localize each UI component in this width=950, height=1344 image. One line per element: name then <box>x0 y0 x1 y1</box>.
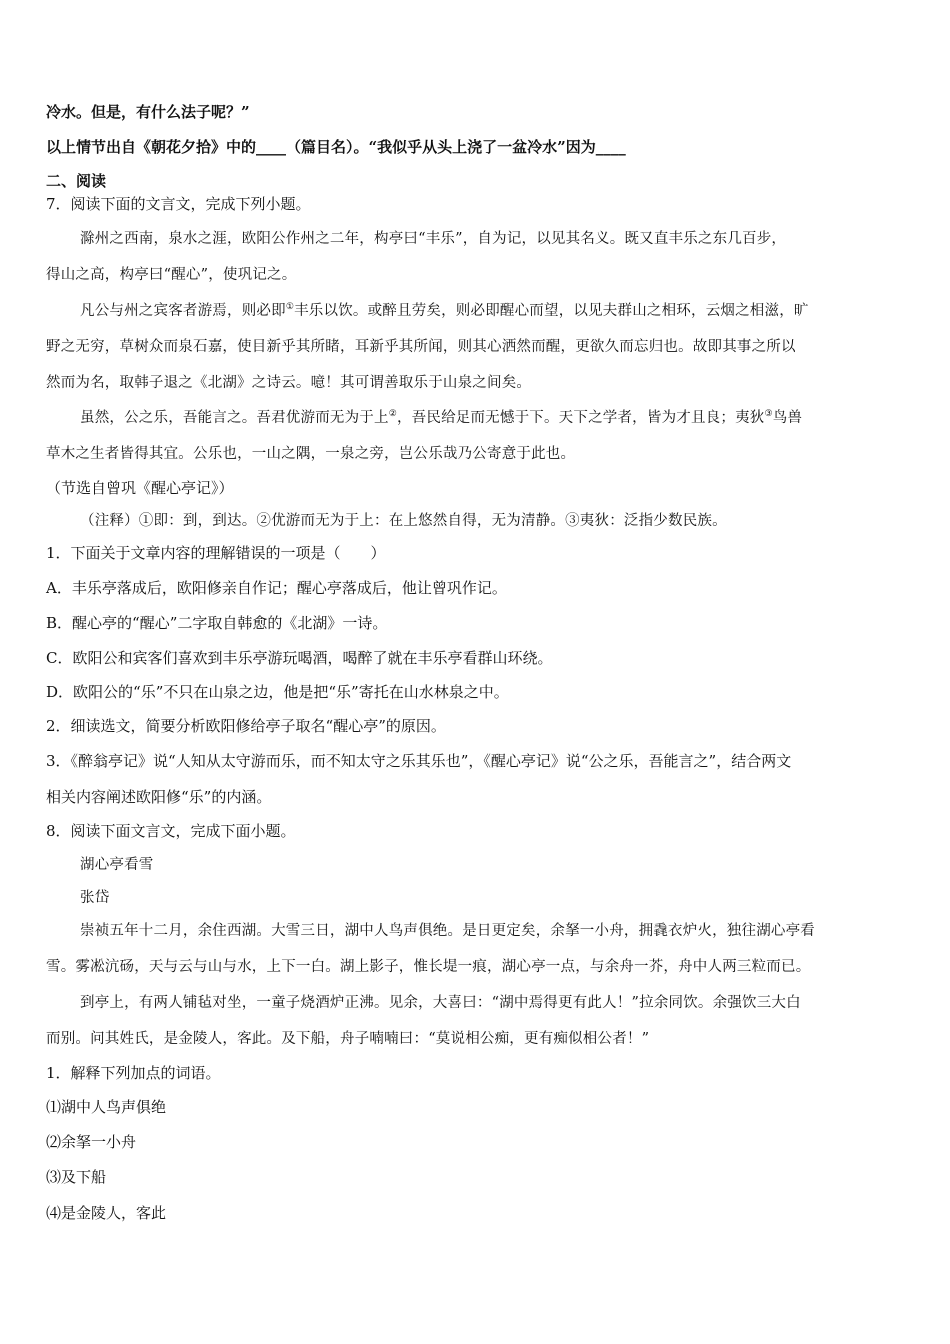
q7-passage-line: 野之无穷，草树众而泉石嘉，使目新乎其所睹，耳新乎其所闻，则其心洒然而醒，更欲久而忘归也。故即其事之所以 <box>46 339 796 355</box>
q7-source: （节选自曾巩《醒心亭记》） <box>46 479 234 497</box>
q8-intro: 8．阅读下面文言文，完成下面小题。 <box>46 822 296 840</box>
q8-item: ⑴湖中人鸟声俱绝 <box>46 1098 167 1116</box>
q6-fill-blank: 以上情节出自《朝花夕拾》中的____（篇目名）。“我似乎从头上浇了一盆冷水”因为____ <box>46 138 626 156</box>
q7-option-a: A．丰乐亭落成后，欧阳修亲自作记；醒心亭落成后，他让曾巩作记。 <box>46 579 507 597</box>
q7-passage-line: 然而为名，取韩子退之《北湖》之诗云。噫！其可谓善取乐于山泉之间矣。 <box>46 375 532 391</box>
q7-notes: （注释）①即：到，到达。②优游而无为于上：在上悠然自得，无为清静。③夷狄：泛指少数民族。 <box>80 513 727 529</box>
footnote-mark: ③ <box>764 409 773 420</box>
q7-sub3-line: 相关内容阐述欧阳修“乐”的内涵。 <box>46 788 272 806</box>
q7-option-c: C．欧阳公和宾客们喜欢到丰乐亭游玩喝酒，喝醉了就在丰乐亭看群山环绕。 <box>46 649 553 667</box>
q8-item: ⑷是金陵人，客此 <box>46 1204 167 1222</box>
q8-title: 湖心亭看雪 <box>80 857 154 873</box>
section-title: 二、阅读 <box>46 172 107 190</box>
q7-passage-line: 滁州之西南，泉水之涯，欧阳公作州之二年，构亭曰“丰乐”，自为记，以见其名义。既又直丰乐之东几百步， <box>80 231 787 247</box>
q8-author: 张岱 <box>80 890 110 906</box>
q7-sub3-line: 3．《醉翁亭记》说“人知从太守游而乐，而不知太守之乐其乐也”，《醒心亭记》说“公之乐，吾能言之”，结合两文 <box>46 752 792 770</box>
q8-sub1: 1．解释下列加点的词语。 <box>46 1064 221 1082</box>
q7-passage-line: 凡公与州之宾客者游焉，则必即①丰乐以饮。或醉且劳矣，则必即醒心而望，以见夫群山之相环，云烟之相滋，旷 <box>80 302 809 319</box>
q7-option-d: D．欧阳公的“乐”不只在山泉之边，他是把“乐”寄托在山水林泉之中。 <box>46 683 509 701</box>
q7-option-b: B．醒心亭的“醒心”二字取自韩愈的《北湖》一诗。 <box>46 614 388 632</box>
q7-sub1: 1．下面关于文章内容的理解错误的一项是（ ） <box>46 544 386 562</box>
q7-passage-line: 得山之高，构亭曰“醒心”，使巩记之。 <box>46 267 297 283</box>
q7-passage-line: 草木之生者皆得其宜。公乐也，一山之隅，一泉之旁，岂公乐哉乃公寄意于此也。 <box>46 446 576 462</box>
footnote-mark: ① <box>285 302 295 313</box>
q8-item: ⑵余拏一小舟 <box>46 1133 137 1151</box>
q8-passage-line: 而别。问其姓氏，是金陵人，客此。及下船，舟子喃喃曰：“莫说相公痴，更有痴似相公者！” <box>46 1031 650 1047</box>
q7-intro: 7．阅读下面的文言文，完成下列小题。 <box>46 195 311 213</box>
q7-sub2: 2．细读选文，简要分析欧阳修给亭子取名“醒心亭”的原因。 <box>46 717 446 735</box>
q8-passage-line: 崇祯五年十二月，余住西湖。大雪三日，湖中人鸟声俱绝。是日更定矣，余拏一小舟，拥毳衣炉火，独往湖心亭看 <box>80 923 815 939</box>
footnote-mark: ② <box>388 409 397 420</box>
q8-item: ⑶及下船 <box>46 1168 107 1186</box>
q8-passage-line: 到亭上，有两人铺毡对坐，一童子烧酒炉正沸。见余，大喜曰：“湖中焉得更有此人！”拉余同饮。余强饮三大白 <box>80 995 801 1011</box>
q7-passage-line: 虽然，公之乐，吾能言之。吾君优游而无为于上②，吾民给足而无憾于下。天下之学者，皆为才且良；夷狄③鸟兽 <box>80 409 803 426</box>
q8-passage-line: 雪。雾凇沆砀，天与云与山与水，上下一白。湖上影子，惟长堤一痕，湖心亭一点，与余舟一芥，舟中人两三粒而已。 <box>46 959 811 975</box>
continued-text: 冷水。但是，有什么法子呢？” <box>46 103 250 121</box>
